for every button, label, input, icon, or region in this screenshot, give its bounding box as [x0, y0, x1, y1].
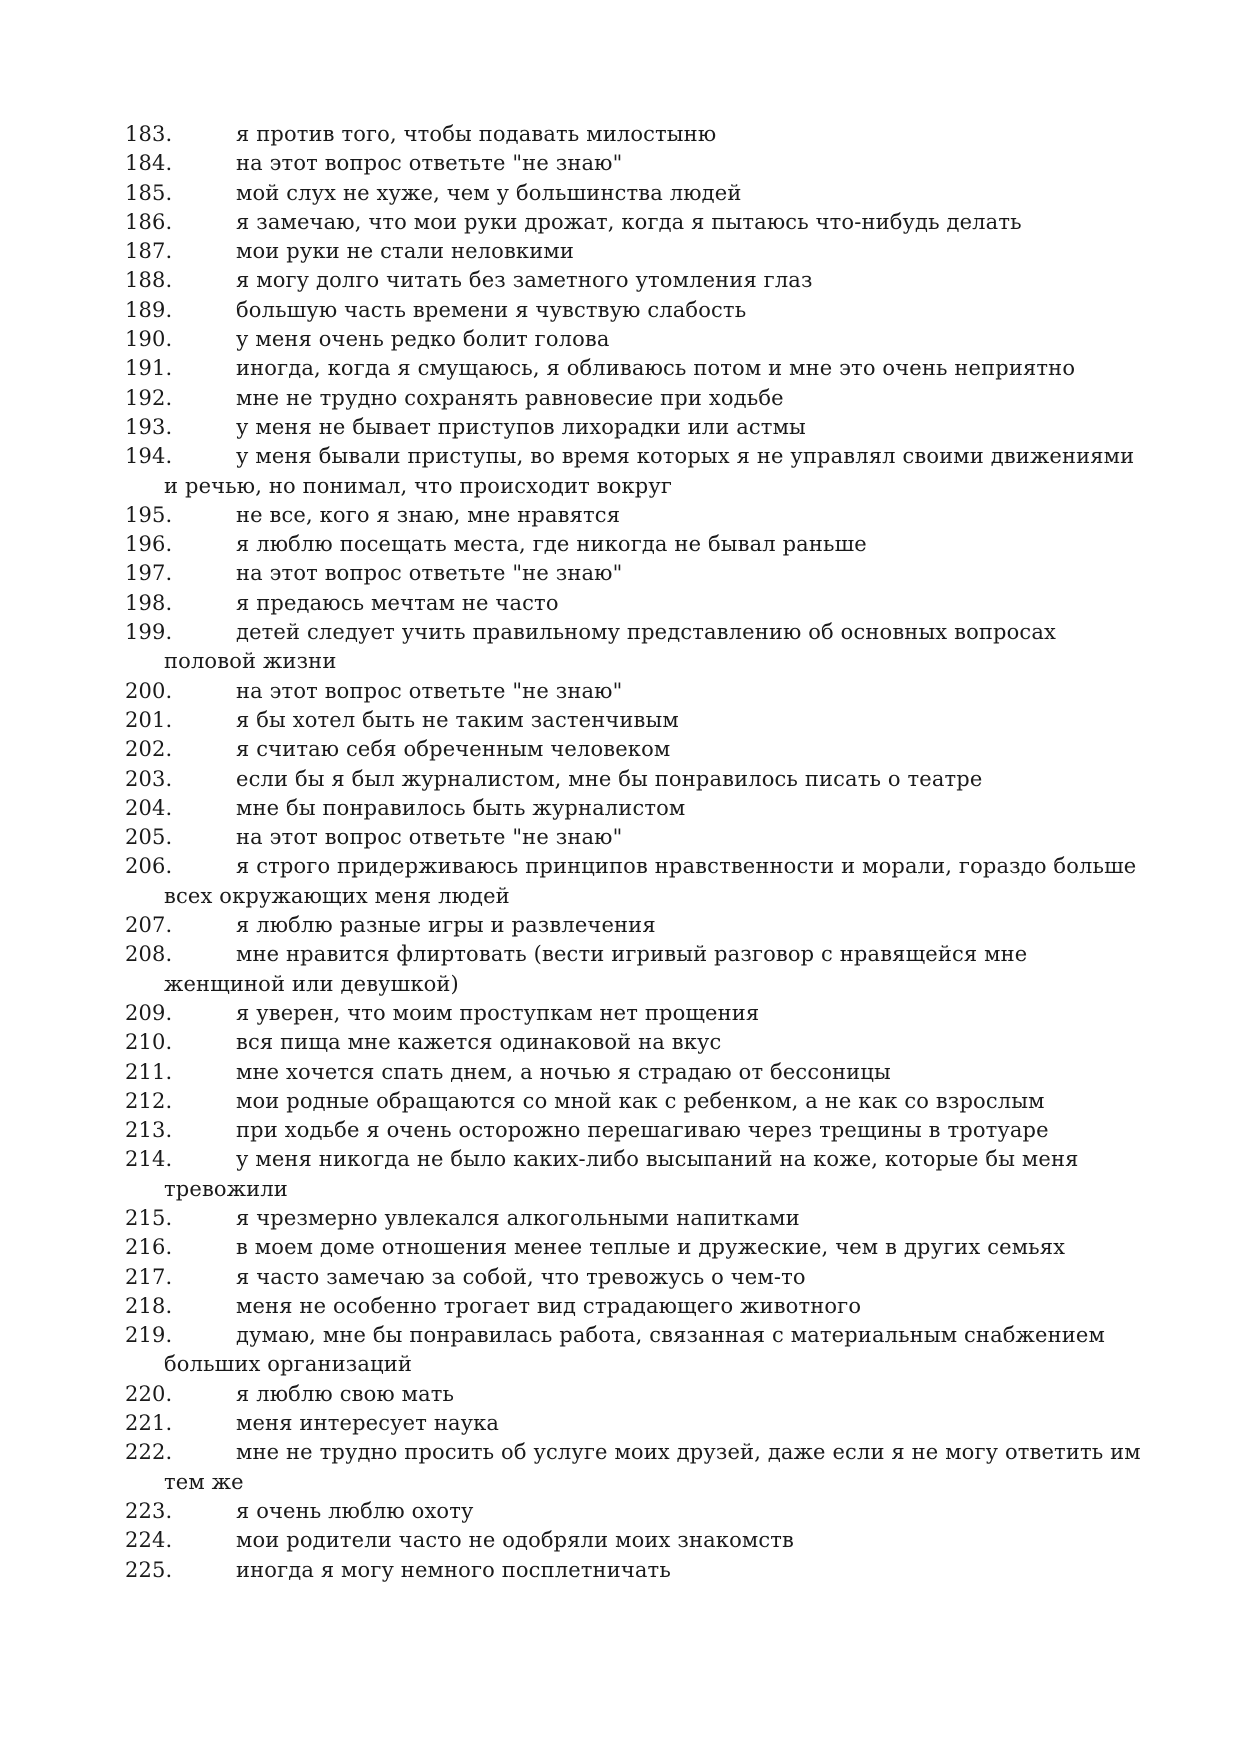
item-number: 217. [125, 1264, 173, 1289]
item-text: на этот вопрос ответьте "не знаю" [236, 825, 623, 850]
item-text: мои родители часто не одобряли моих знакомств [236, 1528, 794, 1553]
item-text: мне не трудно сохранять равновесие при ходьбе [236, 385, 784, 410]
item-text: думаю, мне бы понравилась работа, связанная с материальным снабжением [236, 1323, 1105, 1348]
list-item [125, 1292, 1155, 1321]
list-item [125, 1556, 1155, 1585]
list-item [125, 1058, 1155, 1087]
list-item [125, 1116, 1155, 1145]
item-text: на этот вопрос ответьте "не знаю" [236, 678, 623, 703]
list-item [125, 589, 1155, 618]
item-text: мои родные обращаются со мной как с ребенком, а не как со взрослым [236, 1088, 1045, 1113]
item-text-continuation: всех окружающих меня людей [164, 883, 510, 908]
item-number: 209. [125, 1000, 173, 1025]
list-item [125, 1409, 1155, 1438]
item-number: 208. [125, 942, 173, 967]
item-number: 189. [125, 297, 173, 322]
item-number: 194. [125, 444, 173, 469]
item-text: мои руки не стали неловкими [236, 239, 574, 264]
item-number: 185. [125, 180, 173, 205]
item-number: 193. [125, 414, 173, 439]
item-number: 203. [125, 766, 173, 791]
item-number: 225. [125, 1557, 173, 1582]
list-item [125, 120, 1155, 149]
item-number: 206. [125, 854, 173, 879]
item-number: 202. [125, 737, 173, 762]
item-text: я считаю себя обреченным человеком [236, 737, 671, 762]
list-item [125, 1028, 1155, 1057]
item-number: 199. [125, 620, 173, 645]
item-text: я могу долго читать без заметного утомления глаз [236, 268, 813, 293]
item-text: у меня никогда не было каких-либо высыпаний на коже, которые бы меня [236, 1147, 1079, 1172]
list-item [125, 559, 1155, 588]
item-text-continuation: тем же [164, 1469, 244, 1494]
item-number: 191. [125, 356, 173, 381]
list-item [125, 501, 1155, 530]
list-item [125, 149, 1155, 178]
item-number: 223. [125, 1498, 173, 1523]
list-item [125, 266, 1155, 295]
item-text: иногда, когда я смущаюсь, я обливаюсь потом и мне это очень неприятно [236, 356, 1076, 381]
item-text-continuation: тревожили [164, 1176, 288, 1201]
item-number: 207. [125, 913, 173, 938]
list-item [125, 765, 1155, 794]
item-number: 184. [125, 151, 173, 176]
item-text: большую часть времени я чувствую слабость [236, 297, 747, 322]
item-text: меня интересует наука [236, 1411, 500, 1436]
item-number: 201. [125, 707, 173, 732]
item-text: я замечаю, что мои руки дрожат, когда я пытаюсь что-нибудь делать [236, 209, 1022, 234]
item-text: не все, кого я знаю, мне нравятся [236, 502, 621, 527]
list-item [125, 530, 1155, 559]
item-text: я очень люблю охоту [236, 1498, 474, 1523]
item-text: мой слух не хуже, чем у большинства людей [236, 180, 742, 205]
list-item [125, 999, 1155, 1028]
item-number: 192. [125, 385, 173, 410]
list-item [125, 677, 1155, 706]
item-text: мне нравится флиртовать (вести игривый разговор с нравящейся мне [236, 942, 1028, 967]
item-text: если бы я был журналистом, мне бы понравилось писать о театре [236, 766, 983, 791]
item-number: 214. [125, 1147, 173, 1172]
item-text: я уверен, что моим проступкам нет прощения [236, 1000, 760, 1025]
list-item [125, 208, 1155, 237]
item-text: у меня не бывает приступов лихорадки или астмы [236, 414, 806, 439]
item-text: я люблю посещать места, где никогда не бывал раньше [236, 532, 867, 557]
item-text: мне бы понравилось быть журналистом [236, 795, 686, 820]
list-item [125, 618, 1155, 677]
list-item [125, 1438, 1155, 1497]
item-text: иногда я могу немного посплетничать [236, 1557, 671, 1582]
item-text: вся пища мне кажется одинаковой на вкус [236, 1030, 722, 1055]
item-text: у меня бывали приступы, во время которых я не управлял своими движениями [236, 444, 1135, 469]
item-text-continuation: и речью, но понимал, что происходит вокруг [164, 473, 673, 498]
item-text-continuation: женщиной или девушкой) [164, 971, 459, 996]
item-text: детей следует учить правильному представлению об основных вопросах [236, 620, 1056, 645]
item-text: я чрезмерно увлекался алкогольными напитками [236, 1205, 800, 1230]
list-item [125, 179, 1155, 208]
list-item [125, 911, 1155, 940]
item-text: у меня очень редко болит голова [236, 327, 610, 352]
item-number: 198. [125, 590, 173, 615]
item-text: я люблю свою мать [236, 1381, 455, 1406]
question-list [125, 120, 1155, 1585]
list-item [125, 1087, 1155, 1116]
item-number: 211. [125, 1059, 173, 1084]
item-text: я строго придерживаюсь принципов нравственности и морали, гораздо больше [236, 854, 1137, 879]
item-number: 196. [125, 532, 173, 557]
item-number: 219. [125, 1323, 173, 1348]
list-item [125, 237, 1155, 266]
item-text: при ходьбе я очень осторожно перешагиваю через трещины в тротуаре [236, 1118, 1049, 1143]
item-text: в моем доме отношения менее теплые и дружеские, чем в других семьях [236, 1235, 1066, 1260]
list-item [125, 794, 1155, 823]
list-item [125, 1263, 1155, 1292]
item-number: 218. [125, 1293, 173, 1318]
list-item [125, 1204, 1155, 1233]
list-item [125, 413, 1155, 442]
item-text: на этот вопрос ответьте "не знаю" [236, 561, 623, 586]
item-text: я против того, чтобы подавать милостыню [236, 122, 717, 146]
list-item [125, 940, 1155, 999]
item-number: 190. [125, 327, 173, 352]
item-number: 205. [125, 825, 173, 850]
item-number: 186. [125, 209, 173, 234]
list-item [125, 384, 1155, 413]
item-number: 212. [125, 1088, 173, 1113]
list-item [125, 1145, 1155, 1204]
item-number: 222. [125, 1440, 173, 1465]
item-number: 183. [125, 122, 173, 146]
item-text: мне хочется спать днем, а ночью я страдаю от бессоницы [236, 1059, 891, 1084]
item-number: 197. [125, 561, 173, 586]
list-item [125, 852, 1155, 911]
item-number: 220. [125, 1381, 173, 1406]
item-text: на этот вопрос ответьте "не знаю" [236, 151, 623, 176]
item-text-continuation: больших организаций [164, 1352, 413, 1377]
list-item [125, 1233, 1155, 1262]
item-number: 188. [125, 268, 173, 293]
list-item [125, 1380, 1155, 1409]
list-item [125, 354, 1155, 383]
item-text: я люблю разные игры и развлечения [236, 913, 656, 938]
item-number: 200. [125, 678, 173, 703]
item-number: 204. [125, 795, 173, 820]
list-item [125, 1497, 1155, 1526]
item-number: 213. [125, 1118, 173, 1143]
item-text: меня не особенно трогает вид страдающего животного [236, 1293, 862, 1318]
item-number: 187. [125, 239, 173, 264]
item-text: я часто замечаю за собой, что тревожусь о чем-то [236, 1264, 806, 1289]
list-item [125, 1321, 1155, 1380]
item-text: мне не трудно просить об услуге моих друзей, даже если я не могу ответить им [236, 1440, 1141, 1465]
list-item [125, 296, 1155, 325]
list-item [125, 1526, 1155, 1555]
item-number: 215. [125, 1205, 173, 1230]
item-number: 221. [125, 1411, 173, 1436]
item-text: я бы хотел быть не таким застенчивым [236, 707, 679, 732]
list-item [125, 823, 1155, 852]
list-item [125, 735, 1155, 764]
item-number: 216. [125, 1235, 173, 1260]
list-item [125, 325, 1155, 354]
item-number: 224. [125, 1528, 173, 1553]
item-number: 210. [125, 1030, 173, 1055]
item-text: я предаюсь мечтам не часто [236, 590, 559, 615]
list-item [125, 442, 1155, 501]
item-number: 195. [125, 502, 173, 527]
item-text-continuation: половой жизни [164, 649, 337, 674]
list-item [125, 706, 1155, 735]
